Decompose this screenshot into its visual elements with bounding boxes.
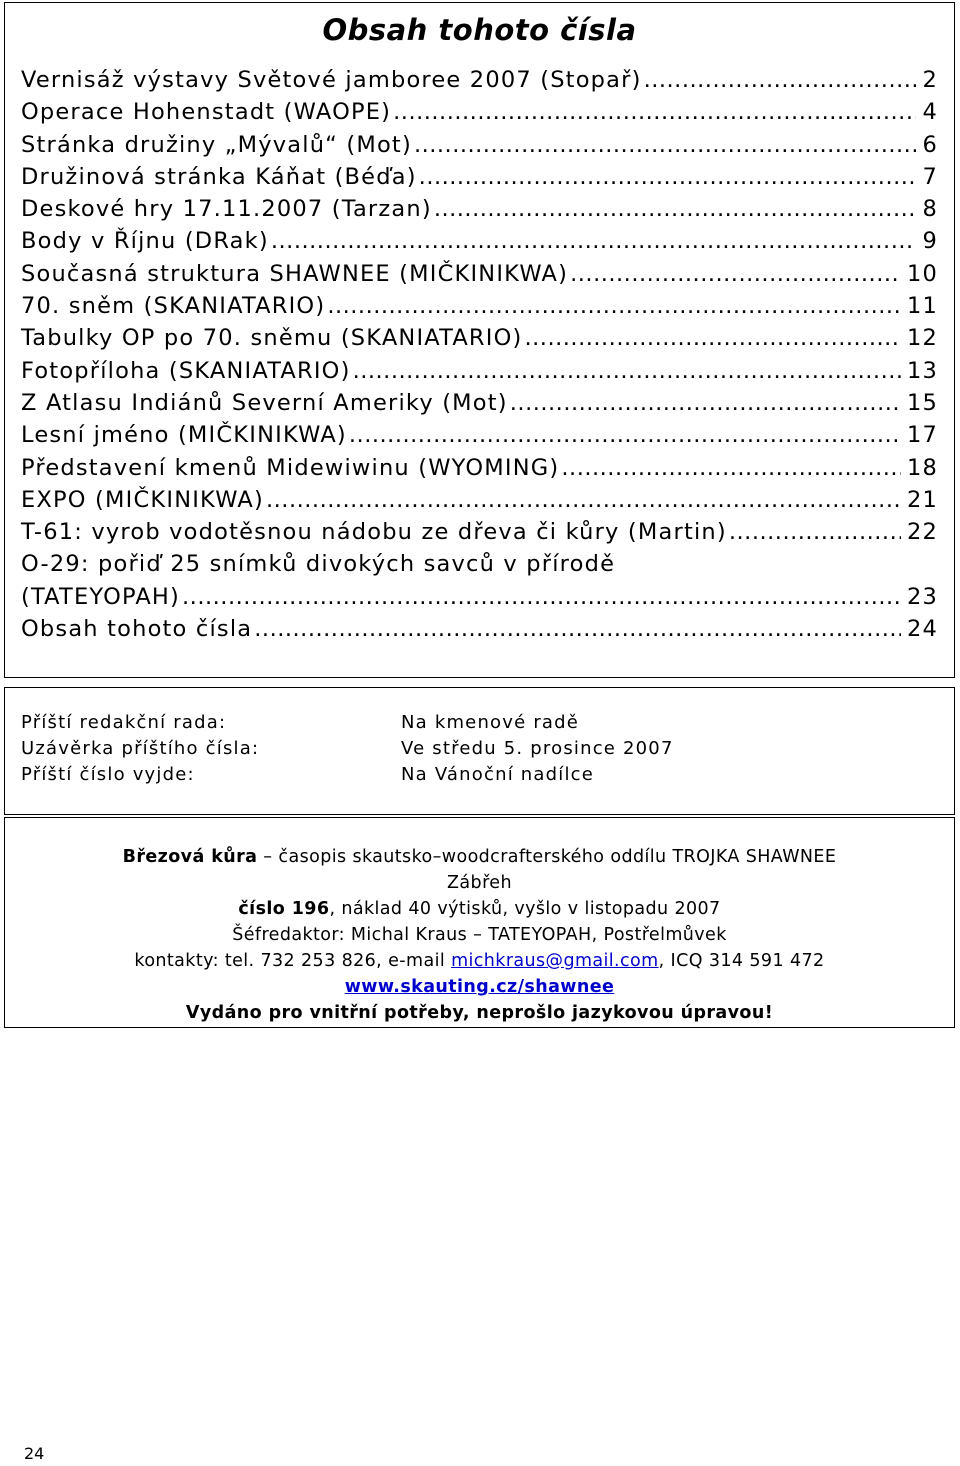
toc-entry-title: Vernisáž výstavy Světové jamboree 2007 (Stopař)	[21, 67, 642, 93]
toc-leader-dots	[393, 99, 916, 125]
toc-entry-page: 17	[906, 422, 938, 449]
toc-leader-dots	[419, 164, 917, 190]
info-label: Příští číslo vyjde:	[21, 764, 195, 785]
toc-entry[interactable]	[21, 358, 938, 390]
toc-entry[interactable]	[21, 261, 938, 293]
toc-leader-dots	[570, 261, 901, 287]
contact-phone: kontakty: tel. 732 253 826, e-mail	[134, 951, 452, 971]
info-row	[21, 762, 674, 788]
toc-leader-dots	[266, 487, 901, 513]
toc-entry[interactable]	[21, 422, 938, 454]
toc-entry-page: 13	[906, 357, 938, 384]
disclaimer: Vydáno pro vnitřní potřeby, neprošlo jazykovou úpravou!	[185, 1003, 774, 1023]
toc-entry-page: 22	[906, 519, 938, 546]
magazine-description: – časopis skautsko–woodcrafterského oddílu TROJKA SHAWNEE	[257, 847, 837, 867]
toc-entry-page: 23	[906, 583, 938, 610]
toc-entry[interactable]	[21, 616, 938, 648]
info-label: Příští redakční rada:	[21, 712, 227, 733]
toc-entry-title: Deskové hry 17.11.2007 (Tarzan)	[21, 196, 432, 223]
toc-entry[interactable]	[21, 519, 938, 551]
colophon	[4, 817, 955, 1028]
toc-entry-title: Představení kmenů Midewiwinu (WYOMING)	[21, 454, 560, 481]
toc-entry[interactable]	[21, 455, 938, 487]
toc-entry[interactable]	[21, 196, 938, 228]
toc-entry-page: 10	[906, 260, 938, 287]
toc-leader-dots	[414, 132, 917, 158]
toc-leader-dots	[525, 325, 901, 351]
toc-entry[interactable]	[21, 551, 938, 583]
editor-line: Šéfredaktor: Michal Kraus – TATEYOPAH, Postřelmůvek	[232, 925, 727, 945]
toc-entry-title: Současná struktura SHAWNEE (MIČKINIKWA)	[21, 260, 569, 287]
toc-leader-dots	[434, 196, 917, 222]
toc-leader-dots	[349, 422, 901, 448]
email-link[interactable]: michkraus@gmail.com	[451, 951, 659, 971]
toc-entry[interactable]	[21, 487, 938, 519]
toc-entry-title: T-61: vyrob vodotěsnou nádobu ze dřeva či kůry (Martin)	[21, 519, 727, 546]
toc-entry-title: Body v Říjnu (DRak)	[21, 228, 269, 255]
contact-icq: , ICQ 314 591 472	[658, 951, 825, 971]
magazine-name: Březová kůra	[122, 847, 258, 867]
toc-entry-title: EXPO (MIČKINIKWA)	[21, 486, 264, 513]
issue-details: , náklad 40 výtisků, vyšlo v listopadu 2007	[329, 899, 721, 919]
toc-list	[21, 67, 938, 648]
toc-entry-title: Obsah tohoto čísla	[21, 616, 253, 643]
website-link[interactable]: www.skauting.cz/shawnee	[344, 977, 615, 997]
toc-entry-page: 6	[922, 131, 938, 158]
toc-entry-page: 4	[922, 99, 938, 126]
next-issue-info	[4, 687, 955, 815]
table-of-contents	[4, 2, 955, 678]
toc-entry[interactable]	[21, 99, 938, 131]
toc-leader-dots	[644, 67, 917, 93]
toc-entry-page: 11	[906, 293, 938, 320]
toc-entry-page: 24	[906, 616, 938, 643]
toc-entry-page: 12	[906, 325, 938, 352]
issue-number: číslo 196	[238, 899, 330, 919]
toc-leader-dots	[729, 519, 901, 545]
toc-entry-title: Operace Hohenstadt (WAOPE)	[21, 99, 392, 126]
toc-entry-title: Družinová stránka Káňat (Béďa)	[21, 163, 417, 190]
toc-entry-page: 2	[922, 67, 938, 93]
toc-entry[interactable]	[21, 132, 938, 164]
toc-entry[interactable]	[21, 293, 938, 325]
toc-entry[interactable]	[21, 325, 938, 357]
toc-leader-dots	[510, 390, 901, 416]
info-row	[21, 736, 674, 762]
toc-entry-title: Stránka družiny „Mývalů“ (Mot)	[21, 131, 412, 158]
toc-leader-dots	[271, 228, 917, 254]
info-row	[21, 710, 674, 736]
toc-entry-title: Lesní jméno (MIČKINIKWA)	[21, 422, 347, 449]
toc-leader-dots	[353, 358, 901, 384]
toc-entry-page: 18	[906, 454, 938, 481]
toc-entry-page: 8	[922, 196, 938, 223]
toc-entry-page: 15	[906, 389, 938, 416]
colophon-line-issue	[5, 896, 954, 922]
toc-leader-dots	[182, 584, 901, 610]
toc-title: Obsah tohoto čísla	[322, 13, 637, 47]
web-line	[5, 974, 954, 1000]
colophon-line-1	[5, 844, 954, 870]
toc-entry[interactable]	[21, 164, 938, 196]
toc-entry[interactable]	[21, 228, 938, 260]
toc-entry-title: 70. sněm (SKANIATARIO)	[21, 293, 326, 320]
toc-entry[interactable]	[21, 67, 938, 99]
toc-entry-title: Z Atlasu Indiánů Severní Ameriky (Mot)	[21, 389, 508, 416]
toc-entry[interactable]	[21, 584, 938, 616]
colophon-text	[5, 844, 954, 1026]
toc-entry[interactable]	[21, 390, 938, 422]
toc-entry-title: O-29: pořiď 25 snímků divokých savců v přírodě	[21, 551, 616, 578]
toc-entry-title: Fotopříloha (SKANIATARIO)	[21, 357, 351, 384]
toc-leader-dots	[561, 455, 901, 481]
info-value: Na kmenové radě	[401, 712, 580, 733]
toc-leader-dots	[327, 293, 901, 319]
toc-entry-page: 21	[906, 486, 938, 513]
toc-entry-title: Tabulky OP po 70. sněmu (SKANIATARIO)	[21, 325, 523, 352]
info-label: Uzávěrka příštího čísla:	[21, 738, 260, 759]
toc-entry-title: (TATEYOPAH)	[21, 583, 181, 610]
toc-entry-page: 9	[922, 228, 938, 255]
colophon-town: Zábřeh	[447, 873, 512, 893]
toc-leader-dots	[254, 616, 901, 642]
info-list	[21, 710, 674, 788]
info-value: Ve středu 5. prosince 2007	[401, 738, 674, 759]
toc-entry-page: 7	[922, 163, 938, 190]
info-value: Na Vánoční nadílce	[401, 764, 595, 785]
page-number: 24	[24, 1444, 45, 1463]
contact-line	[5, 948, 954, 974]
